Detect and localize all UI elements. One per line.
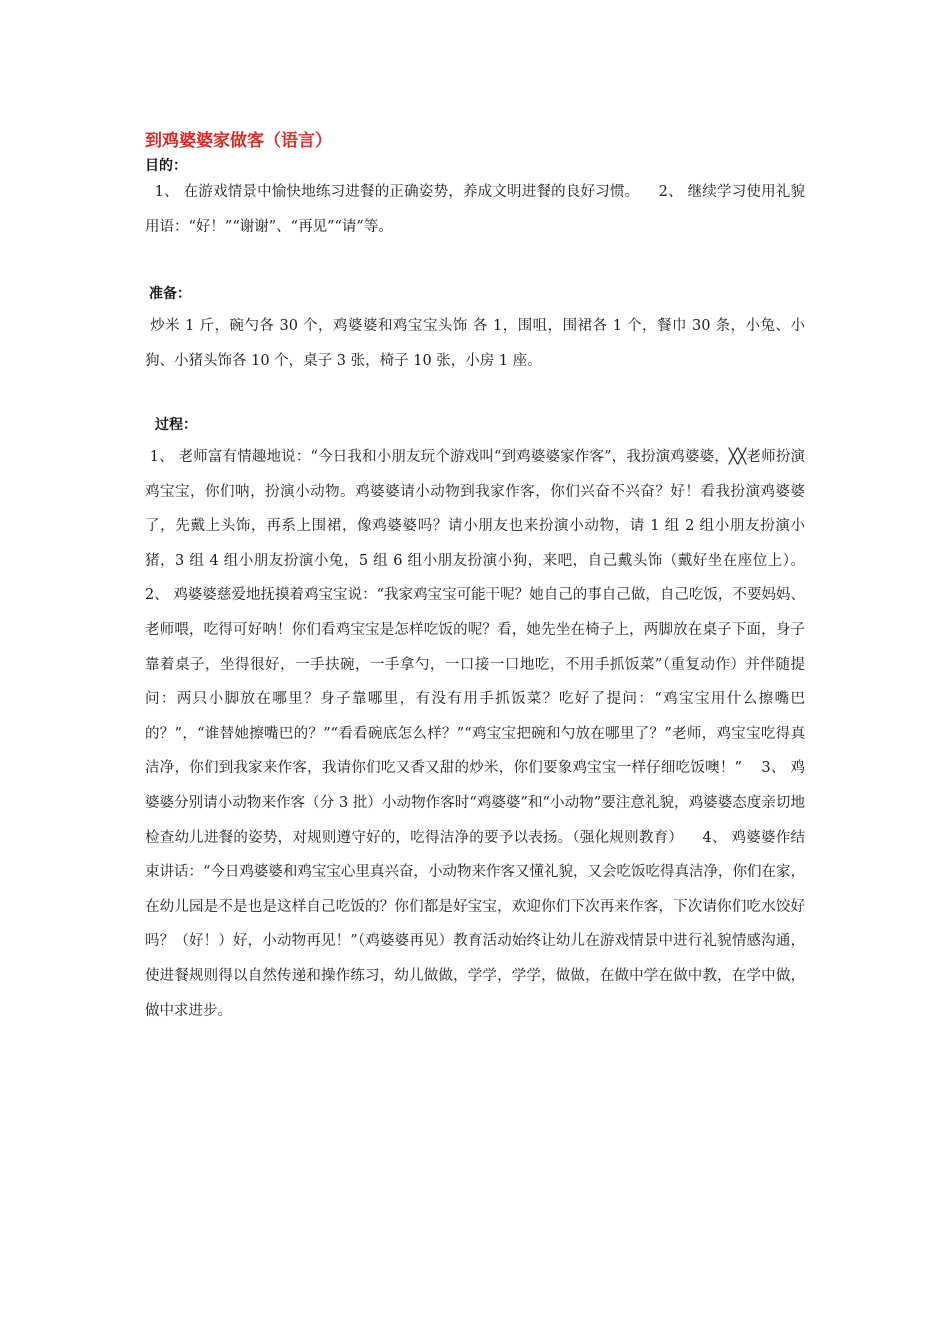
goal-paragraph: 1、 在游戏情景中愉快地练习进餐的正确姿势，养成文明进餐的良好习惯。 2、 继续学习使用礼貌用语：“好！”“谢谢”、“再见”“请”等。 [145, 184, 806, 235]
document-title: 到鸡婆婆家做客（语言） [145, 131, 332, 151]
prep-heading: 准备： [149, 286, 191, 302]
goal-heading: 目的： [145, 158, 187, 174]
process-paragraph: 1、 老师富有情趣地说：“今日我和小朋友玩个游戏叫“到鸡婆婆家作客”，我扮演鸡婆婆，╳╳老师扮演鸡宝宝，你们呐，扮演小动物。鸡婆婆请小动物到我家作客，你们兴奋不兴奋？好！看我扮演鸡婆婆了，先戴上头饰，再系上围裙，像鸡婆婆吗？请小朋友也来扮演小动物，请 1 组 2 组小朋友扮演小猪，3 组 4 组小朋友扮演小兔，5 组 6 组小朋友扮演小狗，来吧，自己戴头饰（戴好坐在座位上）。 2、 鸡婆婆慈爱地抚摸着鸡宝宝说：“我家鸡宝宝可能干呢？她自己的事自己做，自己吃饭，不要妈妈、老师喂，吃得可好呐！你们看鸡宝宝是怎样吃饭的呢？看，她先坐在椅子上，两脚放在桌子下面，身子靠着桌子，坐得很好，一手扶碗，一手拿勺，一口接一口地吃，不用手抓饭菜”（重复动作）并伴随提问：两只小脚放在哪里？身子靠哪里，有没有用手抓饭菜？吃好了提问：“鸡宝宝用什么擦嘴巴的？”，“谁替她擦嘴巴的？”“看看碗底怎么样？”“鸡宝宝把碗和勺放在哪里了？”老师，鸡宝宝吃得真洁净，你们到我家来作客，我请你们吃又香又甜的炒米，你们要象鸡宝宝一样仔细吃饭噢！” 3、 鸡婆婆分别请小动物来作客（分 3 批）小动物作客时“鸡婆婆”和“小动物”要注意礼貌，鸡婆婆态度亲切地检查幼儿进餐的姿势，对规则遵守好的，吃得洁净的要予以表扬。（强化规则教育） 4、 鸡婆婆作结束讲话：“今日鸡婆婆和鸡宝宝心里真兴奋，小动物来作客又懂礼貌，又会吃饭吃得真洁净，你们在家，在幼儿园是不是也是这样自己吃饭的？你们都是好宝宝，欢迎你们下次再来作客，下次请你们吃水饺好吗？（好！）好，小动物再见！”（鸡婆婆再见）教育活动始终让幼儿在游戏情景中进行礼貌情感沟通，使进餐规则得以自然传递和操作练习，幼儿做做，学学，学学，做做，在做中学在做中教，在学中做，做中求进步。 [145, 449, 824, 1019]
prep-paragraph: 炒米 1 斤，碗勺各 30 个，鸡婆婆和鸡宝宝头饰 各 1，围咀，围裙各 1 个，餐巾 30 条，小兔、小狗、小猪头饰各 10 个，桌子 3 张，椅子 10 张，小房 1 座。 [145, 318, 805, 369]
process-heading: 过程： [155, 417, 197, 433]
